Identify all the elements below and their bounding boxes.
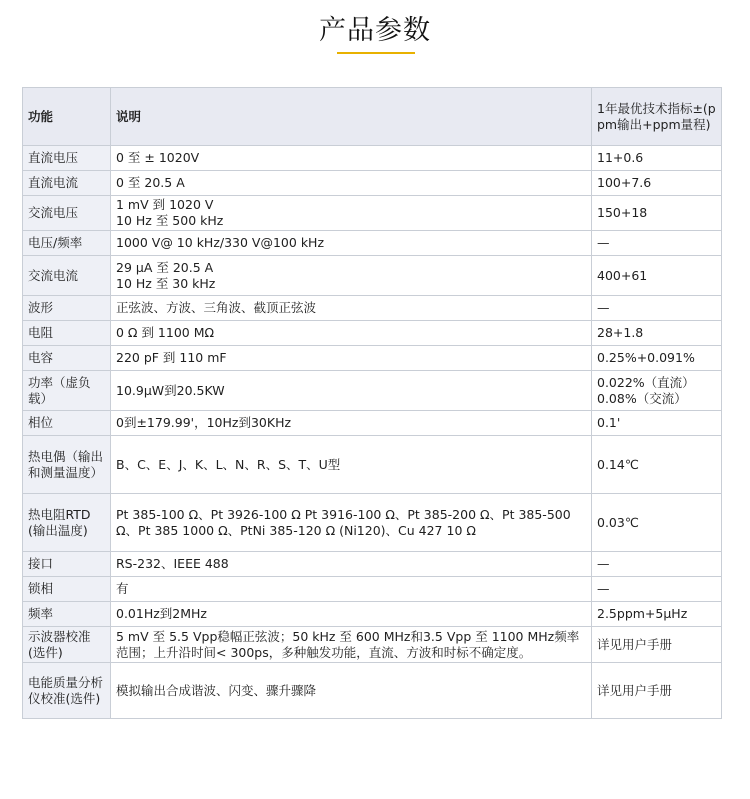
cell-function: 交流电流 — [23, 256, 111, 296]
description-line: 0 至 20.5 A — [116, 175, 185, 190]
table-row — [23, 552, 722, 577]
description-line: 10 Hz 至 500 kHz — [116, 213, 224, 228]
spec-line: 150+18 — [597, 205, 648, 220]
description-line: 0.01Hz到2MHz — [116, 606, 207, 621]
cell-function: 热电偶（输出和测量温度） — [23, 436, 111, 494]
table-body — [23, 146, 722, 719]
cell-function: 接口 — [23, 552, 111, 577]
cell-description — [111, 231, 592, 256]
cell-spec — [592, 371, 722, 411]
cell-function: 示波器校准(选件) — [23, 627, 111, 663]
cell-spec — [592, 577, 722, 602]
spec-line: 0.03℃ — [597, 514, 639, 530]
cell-function: 热电阻RTD(输出温度) — [23, 494, 111, 552]
column-header-spec: 1年最优技术指标±(ppm输出+ppm量程) — [592, 88, 722, 146]
description-line: 29 μA 至 20.5 A — [116, 259, 214, 275]
cell-function: 直流电压 — [23, 146, 111, 171]
description-line: 0 Ω 到 1100 MΩ — [116, 325, 215, 340]
cell-description — [111, 196, 592, 231]
column-header-description: 说明 — [111, 88, 592, 146]
cell-description — [111, 171, 592, 196]
cell-spec — [592, 436, 722, 494]
table-row — [23, 371, 722, 411]
spec-line: — — [597, 556, 610, 571]
description-line: 1000 V@ 10 kHz/330 V@100 kHz — [116, 235, 325, 250]
spec-line: 详见用户手册 — [597, 682, 673, 698]
cell-description — [111, 436, 592, 494]
title-underline — [337, 52, 415, 54]
description-line: 有 — [116, 581, 129, 596]
table-row — [23, 436, 722, 494]
table-row — [23, 256, 722, 296]
spec-line: — — [597, 581, 610, 596]
cell-description — [111, 371, 592, 411]
spec-line: — — [597, 235, 610, 250]
table-header-row — [23, 88, 722, 146]
table-row — [23, 231, 722, 256]
table-row — [23, 494, 722, 552]
table-row — [23, 577, 722, 602]
page-title: 产品参数 — [319, 15, 431, 46]
table-row — [23, 627, 722, 663]
cell-function: 波形 — [23, 296, 111, 321]
spec-line: 详见用户手册 — [597, 636, 673, 652]
table-row — [23, 296, 722, 321]
column-header-function: 功能 — [23, 88, 111, 146]
table-row — [23, 602, 722, 627]
spec-line: 11+0.6 — [597, 150, 644, 165]
cell-description — [111, 552, 592, 577]
cell-description — [111, 296, 592, 321]
description-line: RS-232、IEEE 488 — [116, 556, 229, 571]
spec-line: 0.14℃ — [597, 456, 639, 472]
cell-spec — [592, 146, 722, 171]
description-line: 1 mV 到 1020 V — [116, 197, 214, 212]
cell-spec — [592, 627, 722, 663]
cell-function: 电能质量分析仪校准(选件) — [23, 663, 111, 719]
cell-function: 相位 — [23, 411, 111, 436]
spec-line: 0.25%+0.091% — [597, 350, 695, 365]
cell-spec — [592, 494, 722, 552]
cell-spec — [592, 346, 722, 371]
cell-description — [111, 577, 592, 602]
description-line: 5 mV 至 5.5 Vpp稳幅正弦波；50 kHz 至 600 MHz和3.5 Vpp 至 1100 MHz频率范围；上升沿时间< 300ps，多种触发功能，直流、方波和时标不确定度。 — [116, 628, 580, 660]
table-row — [23, 171, 722, 196]
spec-line: 0.08%（交流） — [597, 390, 687, 406]
description-line: 0 至 ± 1020V — [116, 150, 200, 165]
description-line: 模拟输出合成谐波、闪变、骤升骤降 — [116, 682, 317, 698]
spec-line: 0.1' — [597, 415, 621, 430]
cell-description — [111, 321, 592, 346]
cell-spec — [592, 321, 722, 346]
cell-spec — [592, 196, 722, 231]
spec-line: — — [597, 300, 610, 315]
table-row — [23, 411, 722, 436]
table-row — [23, 663, 722, 719]
cell-spec — [592, 411, 722, 436]
table-row — [23, 146, 722, 171]
description-line: 10 Hz 至 30 kHz — [116, 275, 216, 291]
spec-line: 400+61 — [597, 267, 648, 283]
cell-spec — [592, 296, 722, 321]
cell-function: 电容 — [23, 346, 111, 371]
cell-function: 功率（虚负载） — [23, 371, 111, 411]
spec-line: 28+1.8 — [597, 325, 644, 340]
cell-spec — [592, 552, 722, 577]
table-row — [23, 196, 722, 231]
cell-description — [111, 494, 592, 552]
cell-function: 交流电压 — [23, 196, 111, 231]
cell-description — [111, 346, 592, 371]
spec-line: 2.5ppm+5μHz — [597, 606, 688, 621]
cell-spec — [592, 231, 722, 256]
cell-description — [111, 602, 592, 627]
cell-description — [111, 627, 592, 663]
cell-description — [111, 256, 592, 296]
cell-description — [111, 146, 592, 171]
cell-description — [111, 663, 592, 719]
cell-function: 锁相 — [23, 577, 111, 602]
description-line: 正弦波、方波、三角波、截顶正弦波 — [116, 300, 317, 315]
cell-spec — [592, 171, 722, 196]
table-row — [23, 346, 722, 371]
description-line: B、C、E、J、K、L、N、R、S、T、U型 — [116, 456, 341, 472]
table-row — [23, 321, 722, 346]
spec-table — [22, 87, 722, 719]
cell-spec — [592, 663, 722, 719]
cell-description — [111, 411, 592, 436]
description-line: 220 pF 到 110 mF — [116, 350, 227, 365]
spec-line: 0.022%（直流） — [597, 374, 695, 390]
cell-function: 频率 — [23, 602, 111, 627]
cell-spec — [592, 602, 722, 627]
cell-function: 电阻 — [23, 321, 111, 346]
description-line: 0到±179.99'，10Hz到30KHz — [116, 415, 292, 430]
cell-function: 电压/频率 — [23, 231, 111, 256]
spec-line: 100+7.6 — [597, 175, 652, 190]
cell-spec — [592, 256, 722, 296]
cell-function: 直流电流 — [23, 171, 111, 196]
description-line: Pt 385-100 Ω、Pt 3926-100 Ω Pt 3916-100 Ω、Pt 385-200 Ω、Pt 385-500 Ω、Pt 385 1000 Ω、PtNi 385-120 Ω (Ni120)、Cu 427 10 Ω — [116, 506, 571, 538]
description-line: 10.9μW到20.5KW — [116, 382, 225, 398]
